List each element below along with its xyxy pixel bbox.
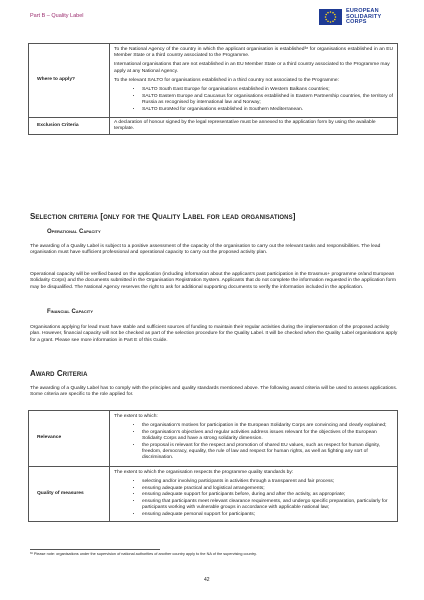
list-item: • ensuring that participants meet relevant clearance requirements, and undergo specific preparation, particularly for participants working with vulnerable groups in accordance with applicable national law; (142, 499, 393, 511)
where-to-apply-text: To the National Agency of the country in which the applicant organisation is established³⁸ for organisations established in an EU Member State or a third country associated to the Programme. (114, 47, 393, 59)
exclusion-criteria-label: Exclusion Criteria (29, 118, 110, 135)
list-item: • the organisation's objectives and regular activities address issues relevant for the objectives of the European Solidarity Corps and have a strong solidarity dimension. (142, 430, 393, 442)
list-item: • ensuring adequate support for participants before, during and after the activity, as appropriate; (142, 492, 393, 498)
list-item: • ensuring adequate personal support for participants; (142, 512, 393, 518)
logo-wordmark (346, 9, 381, 26)
running-header: Part B – Quality Label (30, 13, 84, 19)
where-to-apply-label: Where to apply? (29, 44, 110, 118)
where-to-apply-cell (110, 44, 398, 118)
quality-of-measures-label: Quality of measures (29, 466, 110, 522)
footnote: ³⁸ Please note: organisations under the supervision of national authorities of another country apply to the NA of the supervising country. (30, 552, 257, 556)
list-item: • ensuring adequate practical and logistical arrangements; (142, 486, 393, 492)
quality-intro: The extent to which the organisation respects the programme quality standards by: (114, 469, 294, 475)
table-row (29, 44, 398, 118)
award-criteria-heading: Award Criteria (30, 369, 88, 378)
eu-flag-icon (319, 9, 342, 25)
paragraph: Operational capacity will be verified based on the application (including information about the applicant's past participation in the Erasmus+ programme or/and European Solidarity Corps) and the documents submitted in the Organisation Registration System. Applicants that do not complete the information requested in the application form may be disqualified. The National Agency reserves the right to ask for additional supporting documents to verify the information included in the application. (30, 272, 396, 290)
list-item: • SALTO Eastern Europe and Caucasus for organisations established in Eastern Partnership countries, the territory of Russia as recognised by international law and Norway; (142, 94, 393, 106)
paragraph: The awarding of a Quality Label is subject to a positive assessment of the capacity of the organisation to carry out the relevant tasks and responsibilities. The lead organisation must have sufficient professional and operational capacity to carry out the proposed activity plan. (30, 244, 381, 256)
table-row (29, 118, 398, 135)
list-item: • SALTO South East Europe for organisations established in Western Balkans countries; (142, 87, 393, 93)
eligibility-table (28, 43, 398, 135)
footnote-divider (30, 549, 160, 550)
where-to-apply-text: To the relevant SALTO for organisations established in a third country not associated to the Programme: (114, 77, 339, 83)
page-number: 42 (204, 577, 210, 583)
quality-of-measures-cell (110, 466, 398, 522)
financial-capacity-heading: Financial Capacity (47, 309, 94, 315)
relevance-list (114, 423, 393, 461)
paragraph: The awarding of a Quality Label has to comply with the principles and quality standards mentioned above. The following award criteria will be used to assess applications. Some criteria are specific to the role applied for. (30, 386, 398, 398)
selection-criteria-heading (30, 212, 295, 221)
list-item: • the proposal is relevant for the respect and promotion of shared EU values, such as respect for human dignity, freedom, democracy, equality, the rule of law and respect for human rights, as well as fighting any sort of discrimination. (142, 443, 393, 462)
heading-note: [only for the Quality Label for lead organisations] (100, 212, 296, 221)
quality-list (114, 479, 393, 519)
where-to-apply-text: International organisations that are not established in an EU Member State or a third country associated to the Programme may apply at any National Agency. (114, 62, 390, 74)
table-row (29, 411, 398, 467)
list-item: • the organisation's motives for participation in the European Solidarity Corps are convincing and clearly explained; (142, 423, 393, 429)
exclusion-criteria-text: A declaration of honour signed by the legal representative must be annexed to the application form by using the available template. (110, 118, 398, 135)
logo-line: CORPS (346, 19, 367, 26)
relevance-label: Relevance (29, 411, 110, 467)
european-solidarity-corps-logo (319, 5, 401, 28)
list-item: • selecting and/or involving participants in activities through a transparent and fair process; (142, 479, 393, 485)
salto-list (114, 87, 393, 113)
operational-capacity-heading: Operational Capacity (47, 229, 101, 235)
award-criteria-table (28, 410, 398, 522)
heading-text: Selection criteria (30, 212, 99, 221)
logo-line: EUROPEAN (346, 8, 379, 14)
list-item: • SALTO EuroMed for organisations established in Southern Mediterranean. (142, 107, 393, 113)
logo-line: SOLIDARITY (346, 13, 382, 20)
relevance-cell (110, 411, 398, 467)
relevance-intro: The extent to which: (114, 414, 158, 419)
paragraph: Organisations applying for lead must have stable and sufficient sources of funding to maintain their regular activities during the implementation of the proposed activity plan. However, financial capacity will not be checked as part of the selection procedure for the Quality Label. It will be checked when the Quality Label organisations apply for a grant. Please see more information in Part E of this Guide. (30, 325, 398, 343)
table-row (29, 466, 398, 522)
